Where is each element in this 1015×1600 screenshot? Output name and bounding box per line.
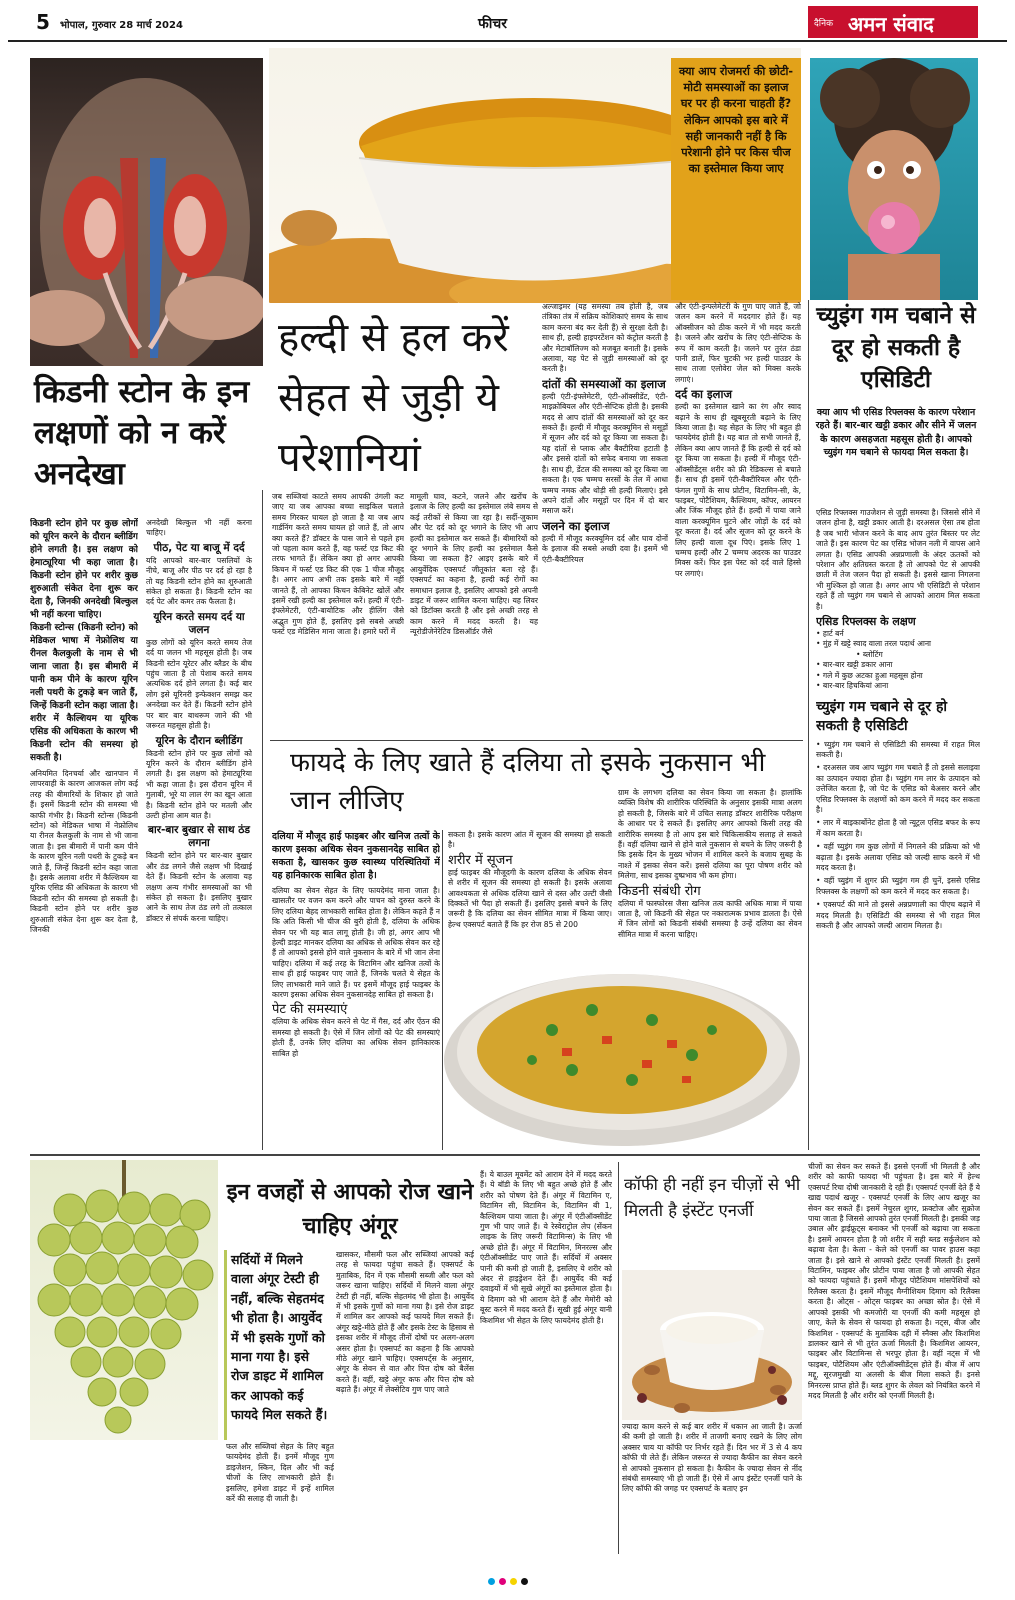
page-header <box>8 6 1007 42</box>
gum-symptom: • मुंह में खट्टे स्वाद वाला तरल पदार्थ आना <box>816 639 932 649</box>
kidney-text-fever: किडनी स्टोन होने पर बार-बार बुखार और ठंड लगने जैसे लक्षण भी दिखाई देते हैं। किडनी स्टोन के अलावा यह लक्षण अन्य गंभीर समस्याओं का भी संकेत हो सकता है। इसलिए बुखार आने के साथ तेज ठंड लगे तो तत्काल डॉक्टर से संपर्क करना चाहिए। <box>146 851 252 923</box>
haldi-text-teeth: हल्दी एंटी-इंफ्लेमेटरी, एंटी-ऑक्सीडेंट, एंटी-माइक्रोबियल और एंटी-सेप्टिक होती है। इसकी मदद से आप दांतों की समस्याओं को दूर कर सकते हैं। हल्दी में मौजूद करक्यूमिन से मसूड़ों में सूजन और दर्द को दूर किया जा सकता है। यह दांतों से प्लाक और बैक्टीरिया हटाती है और इससे दांतों को सफेद बनाया जा सकता है। साथ ही, डेंटल की समस्या को दूर किया जा सकता है। एक चम्मच सरसों के तेल में आधा चम्मच नमक और थोड़ी सी हल्दी मिलाएं। इसे अपने दांतों और मसूड़ों पर दिन में दो बार मसाज करें। <box>542 391 668 516</box>
coffee-col-right <box>808 1162 980 1552</box>
gum-symptom: • बार-बार खट्टी डकार आना <box>816 660 893 670</box>
grapes-text-2: खासकर, मौसमी फल और सब्जियां आपको कई तरह से फायदा पहुंचा सकते हैं। एक्सपर्ट के मुताबिक, दिन में एक मौसमी सब्जी और फल को जरूर खाना चाहिए। सर्दियों में मिलने वाला अंगूर टेस्टी ही नहीं, बल्कि सेहतमंद भी होता है। आयुर्वेद में भी इसके गुणों को माना गया है। इसे रोज डाइट में शामिल कर आपको कई फायदे मिल सकते हैं। अंगूर खट्टे-मीठे होते हैं और इसके टेस्ट के हिसाब से इसका शरीर में मौजूद तीनों दोषों पर अलग-अलग असर होता है। एक्सपर्ट का कहना है कि आपको मीठे अंगूर खाने चाहिए। एक्सपर्ट्स के अनुसार, अंगूर के सेवन से वात और पित्त दोष को बैलेंस करते हैं। वहीं, खट्टे अंगूर कफ और पित्त दोष को बढ़ाते हैं। अंगूर में लेक्सेटिव गुण पाए जाते <box>336 1250 474 1395</box>
brand-small: दैनिक <box>814 19 834 29</box>
haldi-subhead-teeth: दांतों की समस्याओं का इलाज <box>542 376 666 391</box>
gum-symptom: • हार्ट बर्न <box>816 629 844 639</box>
gum-point: • च्युइंग गम चबाने से एसिडिटी की समस्या में राहत मिल सकती है। <box>816 739 980 759</box>
gum-point: • वहीं च्युइंग गम कुछ लोगों में निगलने की प्रक्रिया को भी बढ़ाता है। इसके अलावा एसिड को जल्दी साफ करने में भी मदद करता है। <box>816 842 980 872</box>
kidney-subhead-bleeding: यूरिन के दौरान ब्लीडिंग <box>155 734 243 747</box>
grapes-intro-box <box>224 1250 329 1440</box>
gum-body: एसिड रिफ्लक्स गाउजेशन से जुड़ी समस्या है। जिससे सीने में जलन होना है, खट्टी डकार आती है। दरअसल ऐसा तब होता है जब भारी भोजन करने के बाद आप तुरंत बिस्तर पर लेट जाते हैं। इस कारण पेट का एसिड भोजन नली में वापस आने लगता है। एसिड आपकी अन्नप्रणाली के अंदर ऊतकों को परेशान और क्षतिग्रस्त करता है तो आपको पेट से आपकी छाती में तेज जलन पैदा हो सकती है। इससे खाना निगलना भी मुश्किल हो जाता है। अगर आप भी एसिडिटी से परेशान रहते हैं तो च्युइंग गम चबाने से आपको आराम मिल सकता है। <box>816 508 980 611</box>
gum-point: • एक्सपर्ट की माने तो इससे अन्नप्रणाली का पीएच बढ़ाने में मदद मिलती है। एसिडिटी की समस्या से भी राहत मिल सकती है और आपको जल्दी आराम मिलता है। <box>816 900 980 930</box>
page-number: 5 <box>36 10 50 34</box>
haldi-text-burn: हल्दी में मौजूद करक्यूमिन दर्द और घाव दोनों के इलाज की सबसे अच्छी दवा है। इसमें भी एंटी-बैक्टीरियल <box>542 533 668 564</box>
haldi-col-4 <box>675 302 801 736</box>
divider-coffee <box>618 1162 619 1554</box>
haldi-col-2 <box>410 492 538 736</box>
gum-symptom: • बार-बार हिचकियां आना <box>816 681 889 691</box>
dateline: भोपाल, गुरुवार 28 मार्च 2024 <box>60 20 183 31</box>
section-title: फीचर <box>478 16 508 32</box>
daliya-col-1 <box>272 830 440 1150</box>
dot-yellow <box>510 1578 517 1585</box>
daliya-text-2: सकता है। इसके कारण आंत में सूजन की समस्या हो सकती है। <box>448 830 612 850</box>
haldi-kicker-box <box>671 58 801 300</box>
kidney-image <box>30 58 263 366</box>
grapes-text-3: हैं। ये बाउल मूवमेंट को आराम देने में मदद करते हैं। ये बॉडी के लिए भी बहुत अच्छे होते हैं और शरीर को पोषण देते हैं। अंगूर में विटामिन ए, विटामिन सी, विटामिन के, विटामिन बी 1, कैल्शियम पाया जाता है। अंगूर में एंटीऑक्सीडेंट गुण भी पाए जाते हैं। ये रेस्वेराट्रोल लेप (सेंकन लाइक के लिए जरूरी विटामिन्स) के लिए भी अच्छे होते हैं। अंगूर में विटामिन, मिनरल्स और एंटीऑक्सीडेंट पाए जाते हैं। सर्दियों में अक्सर पानी की कमी हो जाती है, इसलिए ये शरीर को अंदर से हाइड्रेशन देते हैं। आयुर्वेद की कई दवाइयों में भी सूखे अंगूरों का इस्तेमाल होता है। ये दिमाग को भी आराम देते हैं और मेमोरी को बूस्ट करने में मदद करते हैं। सूखी हुई अंगूर यानी किशमिश भी सेहत के लिए फायदेमंद होती है। <box>480 1170 612 1325</box>
dot-magenta <box>499 1578 506 1585</box>
grapes-col-3 <box>480 1170 612 1552</box>
gum-point: • दरअसल जब आप च्युइंग गम चबाते हैं तो इससे सलाइवा का उत्पादन ज्यादा होता है। च्युइंग गम लार के उत्पादन को उत्तेजित करता है, जो पेट के एसिड को बेअसर करने और एसिड रिफ्लक्स के लक्षणों को कम करने में मदद कर सकता है। <box>816 763 980 814</box>
brand-logo <box>808 6 978 38</box>
coffee-text-left: ज्यादा काम करने से कई बार शरीर में थकान आ जाती है। ऊर्जा की कमी हो जाती है। शरीर में ताजगी बनाए रखने के लिए लोग अक्सर चाय या कॉफी पर निर्भर रहते हैं। दिन भर में 3 से 4 कप कॉफी पी लेते हैं। लेकिन जरूरत से ज्यादा कैफीन का सेवन करने से आपको नुकसान हो सकता है। कैफीन के ज्यादा सेवन से नींद संबंधी समस्याएं भी हो जाती हैं। ऐसे में आप इंस्टेंट एनर्जी पाने के लिए कॉफी की जगह पर एक्सपर्ट के बताए इन <box>622 1422 802 1494</box>
coffee-image <box>622 1270 802 1420</box>
kidney-col-2 <box>146 518 252 1150</box>
daliya-subhead-stomach: पेट की समस्याएं <box>272 1002 348 1018</box>
kidney-subhead-pain: पीठ, पेट या बाजू में दर्द <box>153 541 245 554</box>
haldi-text-1: जब सब्जियां काटते समय आपकी उंगली कट जाए या जब आपका बच्चा साइकिल चलाते समय गिरकर घायल हो जाता है या जब आप गार्डनिंग करते समय घायल हो जाते हैं, तो आप क्या करते हैं? डॉक्टर के पास जाने से पहले हम जो पहला काम करते हैं, वह फर्स्ट एड किट की तरफ भागते हैं। लेकिन क्या हो अगर आपकी किचन में फर्स्ट एड किट की एक 1 चीज मौजूद है। अगर आप अभी तक इसके बारे में नहीं जानते हैं, तो आपका किचन केबिनेट खोलें और इसमें रखी हल्दी का इस्तेमाल करें। हल्दी में एंटी-इंफ्लेमेटरी, एंटी-बायोटिक और हीलिंग जैसे अद्भुत गुण होते हैं, इसलिए इसे सबसे अच्छी फर्स्ट एड मेडिसिन माना जाता है। हमारे घरों में <box>272 492 404 637</box>
haldi-col-1 <box>272 492 404 736</box>
coffee-text-right: चीजों का सेवन कर सकते हैं। इससे एनर्जी भी मिलती है और शरीर को काफी फायदा भी पहुंचता है। इस बारे में हेल्थ एक्सपर्ट रिचा दोषी जानकारी दे रही हैं। एक्सपर्ट एनर्जी देते हैं ये खाद्य पदार्थ खजूर - एक्सपर्ट एनर्जी के लिए आप खजूर का सेवन कर सकते हैं। इसमें नेचुरल शुगर, फ्रक्टोज और सुक्रोज पाया जाता है जिससे आपको तुरंत एनर्जी मिलती है। इसकी जड़ उबाल और ड्राईफ्रूट्स बनाकर भी एनर्जी को बढ़ाया जा सकता है। इसमें आयरन होता है जो शरीर में सही ब्लड सर्कुलेशन को बढ़ावा देता है। केला - केले को एनर्जी का पावर हाउस कहा जाता है। इसे खाने से आपको इंस्टेंट एनर्जी मिलती है। इसमें विटामिन, फाइबर और प्रोटीन पाया जाता है जो आपकी सेहत को फायदा पहुंचाते हैं। इसमें मौजूद पोटैशियम मांसपेशियों को रिलैक्स करता है। इसमें मौजूद मैग्नीशियम दिमाग को रिलैक्स करता है। ओट्स - ओट्स फाइबर का अच्छा स्रोत है। ऐसे में आपको इसकी भी कमजोरी या एनर्जी की कमी महसूस हो जाए, केले के सेवन से फायदा हो सकता है। नट्स, बीज और किशमिश - एक्सपर्ट के मुताबिक दही में स्नैक्स और किशमिश डालकर खाने से भी तुरंत ऊर्जा मिलती है। किशमिश आयरन, फाइबर और विटामिन्स से भरपूर होता है। वहीं नट्स में भी फाइबर, पोटैशियम और एंटीऑक्सीडेंट्स होते हैं। बीज में आप मद्दू, सूरजमुखी या अलसी के बीज मिला सकते हैं। इनसे मिनरल्स प्राप्त होते हैं। ब्लड शुगर के लेवल को नियंत्रित करने में मदद मिलती है और शरीर को एनर्जी मिलती है। <box>808 1162 980 1400</box>
grapes-headline: इन वजहों से आपको रोज खाने चाहिए अंगूर <box>226 1180 474 1239</box>
haldi-headline: हल्दी से हल करें सेहत से जुड़ी ये परेशानियां <box>278 315 509 481</box>
haldi-text-4: और एंटी-इन्फ्लेमेटरी के गुण पाए जाते हैं, जो जलन कम करने में मददगार होते हैं। यह ऑक्सीजन को ठीक करने में भी मदद करती है। जलने और खरोंच के लिए एंटी-सेप्टिक के रूप में काम करती है। जलने पर तुरंत ठंडा पानी डालें, फिर चुटकी भर हल्दी पाउडर के साथ ताजा एलोवेरा जेल को मिक्स करके लगाएं। <box>675 302 801 384</box>
daliya-text-kidney: दलिया में फास्फोरस जैसा खनिज तत्व काफी अधिक मात्रा में पाया जाता है, जो किडनी की सेहत पर नकारात्मक प्रभाव डालता है। ऐसे में जिन लोगों को किडनी संबंधी समस्या है उन्हें दलिया का सेवन सीमित मात्रा में करना चाहिए। <box>618 898 802 939</box>
gum-subheadline: च्युइंग गम चबाने से दूर हो सकती है एसिडिटी <box>816 698 948 734</box>
gum-symptoms-title: एसिड रिफ्लक्स के लक्षण <box>816 615 916 629</box>
print-registration-dots <box>0 1570 1015 1590</box>
coffee-headline: कॉफी ही नहीं इन चीज़ों से भी मिलती है इंस्टेंट एनर्जी <box>624 1175 801 1220</box>
gum-image <box>810 58 978 300</box>
daliya-text-3: ग्राम के लगभग दलिया का सेवन किया जा सकता है। हालांकि व्यक्ति विशेष की शारीरिक परिस्थिति के अनुसार इसकी मात्रा अलग हो सकती है, जिसके बारे में उचित सलाह डॉक्टर शारीरिक परीक्षण के आधार पर दे सकते हैं। इसलिए अगर आपको किसी तरह की शारीरिक समस्या है तो आप इस बारे चिकित्सकीय सलाह ले सकते हैं। वहीं दलिया खाने से होने वाले नुकसान से बचने के लिए जरूरी है कि इसके दिन के मुख्य भोजन में शामिल करने के बजाय सुबह के नाश्ते में इसका सेवन करें। इससे दलिया का पूरा पोषण शरीर को मिलेगा, साथ इसका दुष्प्रभाव भी कम होगा। <box>618 788 802 881</box>
gum-point: • वहीं च्युइंग में शुगर फ्री च्युइंग गम ही चुनें, इससे एसिड रिफ्लक्स के लक्षणों को कम करने में मदद कर सकता है। <box>816 876 980 896</box>
gum-symptom: • गले में कुछ अटका हुआ महसूस होना <box>816 670 923 680</box>
gum-points-list <box>816 740 980 932</box>
grapes-col-1-bottom <box>226 1442 334 1552</box>
divider-daliya-top <box>270 740 803 741</box>
grapes-intro: सर्दियों में मिलने वाला अंगूर टेस्टी ही नहीं, बल्कि सेहतमंद भी होता है। आयुर्वेद में भी इसके गुणों को माना गया है। इसे रोज डाइट में शामिल कर आपको कई फायदे मिल सकते हैं। <box>231 1252 328 1423</box>
daliya-col-3 <box>618 788 802 940</box>
kidney-col-1 <box>30 518 138 1150</box>
divider-bottom <box>30 1154 980 1156</box>
haldi-text-2: मामूली घाव, कटने, जलने और खरोंच के इलाज के लिए हल्दी का इस्तेमाल लंबे समय से कई तरीकों से किया जा रहा है। सर्दी-जुकाम और पेट दर्द को दूर भगाने के लिए भी आप हल्दी का इस्तेमाल कर सकते हैं। बीमारियों को दूर भगाने के लिए हल्दी का इस्तेमाल कैसे किया जा सकता है? आइए इसके बारे में आयुर्वेदिक एक्सपर्ट जीतूकांत बता रहे हैं। एक्सपर्ट का कहना है, हल्दी कई रोगों का समाधान इलाज है, इसलिए आपको इसे अपनी डाइट में जरूर शामिल करना चाहिए। यह लिवर को डिटॉक्स करती है और इसे अच्छी तरह से काम करने में मदद करती है। यह न्यूरोडीजेनेरेटिव डिसऑर्डर जैसे <box>410 492 538 637</box>
kidney-col2-lead: अनदेखी बिल्कुल भी नहीं करना चाहिए। <box>146 518 252 538</box>
grapes-text-1: फल और सब्जियां सेहत के लिए बहुत फायदेमंद होती हैं। इनमें मौजूद गुण डाइजेशन, स्किन, दिल और भी कई चीजों के लिए लाभकारी होते हैं। इसलिए, हमेशा डाइट में इन्हें शामिल करें की सलाह दी जाती है। <box>226 1442 334 1504</box>
kidney-headline: किडनी स्टोन के इन लक्षणों को न करें अनदेखा <box>34 374 250 492</box>
kidney-text-bleeding: किडनी स्टोन होने पर कुछ लोगों को यूरिन करने के दौरान ब्लीडिंग होने लगती है। इस लक्षण को हेमाट्यूरिया भी कहा जाता है। इस दौरान यूरिन में गुलाबी, भूरे या लाल रंग का खून आता है। किडनी स्टोन होने पर मतली और उल्टी होना आम बात है। <box>146 748 252 820</box>
kidney-intro: किडनी स्टोन होने पर कुछ लोगों को यूरिन करने के दौरान ब्लीडिंग होने लगती है। इस लक्षण को हेमाट्यूरिया भी कहा जाता है। किडनी स्टोन होने पर शरीर कुछ शुरुआती संकेत देना शुरू कर देता है, जिनकी अनदेखी बिल्कुल भी नहीं करना चाहिए। <box>30 519 138 620</box>
haldi-subhead-pain: दर्द का इलाज <box>675 387 732 402</box>
kidney-text-pain: यदि आपको बार-बार पसलियों के नीचे, बाजू और पीठ पर दर्द हो रहा है तो यह किडनी स्टोन होने का शुरुआती संकेत हो सकता है। किडनी स्टोन का दर्द पेट और कमर तक फैलता है। <box>146 555 252 607</box>
brand-name: अमन संवाद <box>848 12 934 36</box>
daliya-text-stomach: दलिया के अधिक सेवन करने से पेट में गैस, दर्द और ऐंठन की समस्या हो सकती है। ऐसे में जिन लोगों को पेट की समस्याएं होती हैं, उनके लिए दलिया का अधिक सेवन हानिकारक साबित हो <box>272 1017 440 1058</box>
daliya-image <box>442 940 804 1150</box>
gum-symptoms-list <box>816 629 980 691</box>
gum-point: • लार में बाइकार्बोनेट होता है जो न्यूट्रल एसिड बफर के रूप में काम करता है। <box>816 818 980 838</box>
dot-cyan <box>488 1578 495 1585</box>
haldi-kicker: क्या आप रोजमर्रा की छोटी-मोटी समस्याओं का इलाज घर पर ही करना चाहती हैं? लेकिन आपको इस बारे में सही जानकारी नहीं है कि परेशानी होने पर किस चीज का इस्तेमाल किया जाए <box>678 65 794 176</box>
daliya-subhead-swelling: शरीर में सूजन <box>448 852 513 868</box>
daliya-text-swelling: हाई फाइबर की मौजूदगी के कारण दलिया के अधिक सेवन से शरीर में सूजन की समस्या हो सकती है। इसके अलावा आवश्यकता से अधिक दलिया खाने से दस्त और उल्टी जैसी दिक्कतें भी पैदा हो सकती हैं। इसलिए इससे बचने के लिए जरूरी है कि दलिया का सेवन सीमित मात्रा में किया जाए। हेल्थ एक्सपर्ट बताते हैं कि हर रोज 85 से 200 <box>448 867 612 929</box>
haldi-text-3: अल्जाइमर (यह समस्या तब होती है, जब तंत्रिका तंत्र में सक्रिय कोशिकाएं समय के साथ काम करना बंद कर देती हैं) से सुरक्षा देती है। साथ ही, हल्दी हाइपरटेंशन को कंट्रोल करती है और मेटाबॉलिज्म को मजबूत बनाती है। इसके अलावा, यह पेट से जुड़ी समस्याओं को दूर करती है। <box>542 302 668 374</box>
divider-kidney <box>262 490 263 1150</box>
haldi-col-3 <box>542 302 668 736</box>
kidney-body-1: किडनी स्टोन्स (किडनी स्टोन) को मेडिकल भाषा में नेफ्रोलिथ या रीनल कैलकुली के नाम से भी जाना जाता है। इस बीमारी में पानी कम पीने के कारण यूरिन नली पथरी के टुकड़े बन जाते हैं, जिन्हें किडनी स्टोन कहा जाता है। शरीर में कैल्शियम या यूरिक एसिड की अधिकता के कारण भी किडनी स्टोन की समस्या हो सकती है। <box>30 623 138 763</box>
gum-symptom: • ब्लोटिंग <box>856 649 883 659</box>
gum-intro: क्या आप भी एसिड रिफ्लक्स के कारण परेशान रहते हैं। बार-बार खट्टी डकार और सीने में जलन के कारण असहजता महसूस होती है। आपको च्युइंग गम चबाने से फायदा मिल सकता है। <box>815 407 977 459</box>
kidney-text-burning: कुछ लोगों को यूरिन करते समय तेज दर्द या जलन भी महसूस होती है। जब किडनी स्टोन यूरेटर और ब्लैडर के बीच पहुंच जाता है तो पेशाब करते समय अत्यधिक दर्द होने लगता है। कई बार लोग इसे यूरिनरी इन्फेक्शन समझ कर अनदेखा कर देते हैं। किडनी स्टोन होने पर बार बार बाथरूम जाने की भी जरूरत महसूस होती है। <box>146 637 252 731</box>
gum-body-col <box>816 508 980 1148</box>
daliya-text-1: दलिया का सेवन सेहत के लिए फायदेमंद माना जाता है। खासतौर पर वजन कम करने और पाचन को दुरुस्त करने के लिए दलिया बेहद लाभकारी साबित होता है। लेकिन कहते हैं न कि अति किसी भी चीज की बुरी होती है, दलिया के अधिक सेवन पर भी यह बात लागू होती है। जी हां, अगर आप भी हेल्दी डाइट मानकर दलिया का अधिक से अधिक सेवन कर रहे हैं तो आपको इससे होने वाले नुकसान के बारे में भी जान लेना चाहिए। दलिया में कई तरह के विटामिन और खनिज तत्वों के साथ ही हाई फाइबर पाए जाते हैं, जिनके चलते ये सेहत के लिए लाभकारी माने जाते हैं। पर इसमें मौजूद हाई फाइबर के कारण इसका अधिक सेवन नुकसानदेह साबित हो सकता है। <box>272 886 440 1000</box>
divider-gum <box>808 300 809 1150</box>
gum-headline: च्युइंग गम चबाने से दूर हो सकती है एसिडिटी <box>816 303 976 393</box>
haldi-text-pain: हल्दी का इस्तेमाल खाने का रंग और स्वाद बढ़ाने के साथ ही खूबसूरती बढ़ाने के लिए किया जाता है। यह सेहत के लिए भी बहुत ही फायदेमंद होती है। यह बात तो सभी जानते हैं, लेकिन क्या आप जानते हैं कि हल्दी से दर्द को दूर किया जा सकता है। हल्दी में मौजूद एंटी-ऑक्सीडेंट्स शरीर को फ्री रेडिकल्स से बचाते हैं। साथ ही इसमें एंटी-बैक्टीरियल और एंटी-फंगल गुणों के साथ प्रोटीन, विटामिन-सी, के, फाइबर, पोटैशियम, कैल्शियम, कॉपर, आयरन और जिंक मौजूद होते हैं। हल्दी में पाया जाने वाला करक्यूमिन घुटने और जोड़ों के दर्द को दूर करता है। दर्द और सूजन को दूर करने के लिए हल्दी वाला दूध पिएं। इसके लिए 1 चम्मच हल्दी और 2 चम्मच अदरक का पाउडर मिक्स करें। फिर इस पेस्ट को दर्द वाले हिस्से पर लगाएं। <box>675 402 801 578</box>
kidney-subhead-fever: बार-बार बुखार से साथ ठंड लगना <box>148 824 250 850</box>
haldi-subhead-burn: जलने का इलाज <box>542 518 610 533</box>
daliya-headline: फायदे के लिए खाते हैं दलिया तो इसके नुकसान भी जान लीजिए <box>290 748 766 816</box>
grapes-illustration <box>30 1160 218 1440</box>
grapes-col-2 <box>336 1250 474 1550</box>
kidney-subhead-burning: यूरिन करते समय दर्द या जलन <box>153 610 245 636</box>
grapes-image <box>30 1160 218 1440</box>
daliya-subhead-kidney: किडनी संबंधी रोग <box>618 883 701 899</box>
coffee-col-left <box>622 1422 802 1552</box>
kidney-body-2: अनियमित दिनचर्या और खानपान में लापरवाही के कारण आजकल लोग कई तरह की बीमारियों के शिकार हो जाते हैं। इसमें किडनी स्टोन की समस्या भी काफी गंभीर है। किडनी स्टोन्स (किडनी स्टोन) को मेडिकल भाषा में नेफ्रोलिथ या रीनल कैलकुली के नाम से भी जाना जाता है। इस बीमारी में पानी कम पीने के कारण यूरिन नली पथरी के टुकड़े बन जाते हैं, जिन्हें किडनी स्टोन कहा जाता है। इसके अलावा शरीर में कैल्शियम या यूरिक एसिड की अधिकता के कारण भी किडनी स्टोन की समस्या हो सकती है। किडनी स्टोन होने पर शरीर कुछ शुरुआती संकेत देना शुरू कर देता है, जिनकी <box>30 769 138 935</box>
daliya-col-2 <box>448 830 612 940</box>
divider-daliya-col <box>442 830 443 1150</box>
daliya-intro: दलिया में मौजूद हाई फाइबर और खनिज तत्वों के कारण इसका अधिक सेवन नुकसानदेह साबित हो सकता है, खासकर कुछ स्वास्थ्य परिस्थितियों में यह हानिकारक साबित होता है। <box>272 831 440 881</box>
dot-black <box>521 1578 528 1585</box>
